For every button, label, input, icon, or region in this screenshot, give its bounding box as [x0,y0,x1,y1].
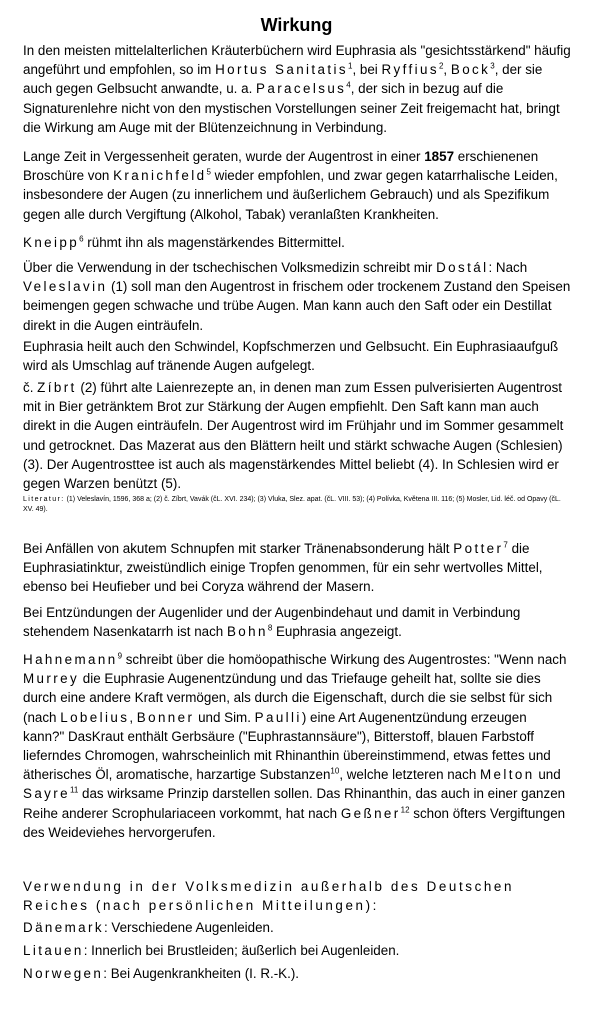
footnote-ref: 6 [79,234,84,244]
author-name: Hortus Sanitatis [215,62,348,78]
country-entry-norway: Norwegen: Bei Augenkrankheiten (I. R.-K.). [23,966,299,981]
footnote-ref: 4 [346,80,351,90]
country-name: Dänemark [23,920,104,935]
author-name: Bonner [136,709,195,725]
paragraph-kneipp: Kneipp$^6$ rühmt ihn als magenstärkendes Bittermittel. [23,234,345,250]
footnote-ref: 8 [267,623,273,633]
country-entry-lithuania: Litauen: Innerlich bei Brustleiden; äußerlich bei Augenleiden. [23,943,400,958]
literature-references: Literatur: (1) Veleslavín, 1596, 368 a; (2) č. Zíbrt, Vavák (čL. XVI. 234); (3) Vluka, Slez. apat. (čL. VIII. 53); (4) Polívka, Květena III. 116; (5) Mosler, Lid. léč. od Opavy (čL. XV. 49). [23,496,561,513]
author-name: Kranichfeld [113,168,207,184]
author-name: Hahnemann [23,652,118,667]
paragraph-zibrt: č. Zíbrt (2) führt alte Laienrezepte an, in denen man zum Essen pulverisierten Augentrost mit in Bier getränktem Brot zur Stärkung der Augen empfiehlt. Den Saft kann man auch direkt in die Augen einträufeln. Der Augentrost wird im Frühjahr und im Sommer gesammelt und getrocknet. Das Mazerat aus den Blättern heilt und stärkt schwache Augen (Schlesien) (3). Der Augentrosttee ist auch als magenstärkendes Mittel beliebt (4). In Schlesien wird er gegen Warzen benützt (5). [23,380,564,492]
footnote-ref: 1 [347,61,353,71]
author-name: Melton [480,767,535,783]
author-name: Potter [453,541,504,556]
author-name: Sayre [23,786,70,802]
author-name: Ryffius [381,62,439,78]
author-name: Bohn [226,624,268,640]
country-name: Litauen [23,943,84,958]
author-name: Paulli [254,709,302,725]
paragraph-bohn: Bei Entzündungen der Augenlider und der Augenbindehaut und damit in Verbindung stehendem Nasenkatarrh ist nach Bohn$^8$ Euphrasia angezeigt. [23,605,521,640]
year: 1857 [424,149,455,164]
footnote-ref: 12 [400,805,410,815]
author-name: Dostál [436,260,489,275]
footnote-ref: 2 [438,61,444,71]
page-title: Wirkung [260,15,333,35]
author-name: Geßner [340,805,401,821]
author-name: Lobelius [60,709,130,725]
literature-label: Literatur: [23,496,65,503]
paragraph-medieval-herbals: In den meisten mittelalterlichen Kräuterbüchern wird Euphrasia als "gesichtsstärkend" häufig angeführt und empfohlen, so im Hortus Sanitatis$^1$, bei Ryffius$^2$, Bock$^3$, der sie auch gegen Gelbsucht anwandte, u. a. Paracelsus$^4$, der sich in bezug auf die Signaturenlehre nicht von den mystischen Vorstellungen seiner Zeit freigemacht hat, bringt die Wirkung am Auge mit der Blütenzeichnung in Verbindung. [23,43,571,135]
country-name: Norwegen [23,966,104,981]
paragraph-euphrasia-uses: Euphrasia heilt auch den Schwindel, Kopfschmerzen und Gelbsucht. Ein Euphrasiaaufguß wird als Umschlag auf tränende Augen aufgelegt. [23,339,559,374]
footnote-ref: 5 [206,167,211,177]
author-name: Paracelsus [256,81,347,97]
footnote-ref: 10 [330,766,340,776]
author-name: Bock [450,62,491,78]
country-entry-denmark: Dänemark: Verschiedene Augenleiden. [23,920,274,935]
paragraph-potter: Bei Anfällen von akutem Schnupfen mit starker Tränenabsonderung hält Potter$^7$ die Euphrasiatinktur, zweistündlich einige Tropfen genommen, für ein sehr wertvolles Mittel, ebenso bei Heufieber und bei Coryza während der Masern. [23,540,543,595]
footnote-ref: 11 [69,785,79,795]
footnote-ref: 3 [490,61,495,71]
paragraph-czech-folk-medicine: Über die Verwendung in der tschechischen Volksmedizin schreibt mir Dostál: Nach Veleslavin (1) soll man den Augentrost in frischem oder trockenem Zustand den Speisen beimengen gegen schwache und trübe Augen. Man kann auch den Saft oder ein Destillat direkt in die Augen einträufeln. [23,260,571,333]
paragraph-kranichfeld: Lange Zeit in Vergessenheit geraten, wurde der Augentrost in einer 1857 erschienenen Broschüre von Kranichfeld$^5$ wieder empfohlen, und zwar gegen katarrhalische Leiden, insbesondere der Augen (zu innerlichem und äußerlichem Gebrauch) und als Spezifikum gegen alle durch Vergiftung (Alkohol, Tabak) veranlaßten Krankheiten. [23,149,558,222]
folk-medicine-heading: Verwendung in der Volksmedizin außerhalb des Deutschen Reiches (nach persönlichen Mitteilungen): [23,879,515,914]
author-name: Murrey [23,671,80,687]
author-name: Veleslavin [23,279,108,295]
footnote-ref: 7 [503,540,508,550]
author-name: Zíbrt [37,380,77,395]
footnote-ref: 9 [117,651,123,661]
paragraph-hahnemann: Hahnemann$^9$ schreibt über die homöopathische Wirkung des Augentrostes: "Wenn nach Murrey die Euphrasie Augenentzündung und das Triefauge geheilt hat, sollte sie dies durch eine andere Kraft vermögen, als durch die Eigenschaft, durch die sie selbst für sich (nach Lobelius, Bonner und Sim. Paulli) eine Art Augenentzündung erzeugen kann?" DasKraut enthält Gerbsäure ("Euphrastannsäure"), Bitterstoff, blauen Farbstoff lieferndes Chromogen, wahrscheinlich mit Rhinanthin übereinstimmend, etwas fettes und ätherisches Öl, aromatische, harzartige Substanzen$^{10}$, welche letzteren nach Melton und Sayre$^{11}$ das wirksame Prinzip darstellen sollen. Das Rhinanthin, das auch in einer ganzen Reihe anderer Scrophulariaceen vorkommt, hat nach Geßner$^{12}$ schon öfters Vergiftungen des Weideviehes hervorgerufen. [23,651,567,840]
author-name: Kneipp [23,235,80,250]
